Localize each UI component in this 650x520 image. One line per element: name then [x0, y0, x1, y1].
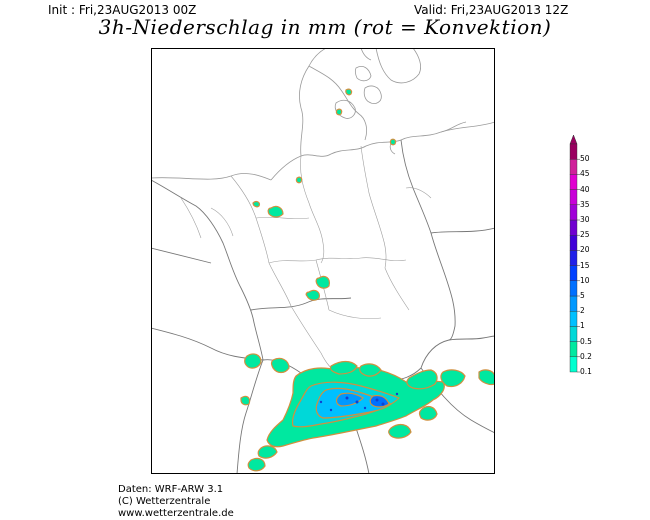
legend-tick-label: 25 [580, 230, 590, 240]
init-time: Init : Fri,23AUG2013 00Z [48, 3, 197, 17]
legend-color-swatch [570, 159, 577, 174]
legend-tick-label: 0.1 [580, 367, 592, 376]
legend-arrow-tip [570, 135, 577, 144]
legend-tick-label: 35 [580, 199, 590, 209]
legend-tick-label: 45 [580, 169, 590, 179]
legend-color-swatch [570, 250, 577, 265]
credits [118, 484, 234, 520]
legend-color-swatch [570, 311, 577, 326]
map-canvas [151, 48, 495, 474]
legend-tick-label: 0.2 [580, 351, 592, 361]
legend-color-swatch [570, 235, 577, 250]
precipitation-legend [560, 130, 620, 380]
legend-color-swatch [570, 281, 577, 296]
legend-color-swatch [570, 190, 577, 205]
legend-tick-label: 1 [580, 321, 585, 331]
valid-time: Valid: Fri,23AUG2013 12Z [414, 3, 569, 17]
state-borders [181, 146, 431, 374]
legend-tick-label: 10 [580, 275, 590, 285]
legend-color-swatch [570, 296, 577, 311]
credits-copyright: (C) Wetterzentrale [118, 496, 211, 507]
legend-color-swatch [570, 220, 577, 235]
legend-tick-label: 30 [580, 215, 590, 224]
legend-color-swatch [570, 266, 577, 281]
precipitation-areas [241, 89, 495, 471]
legend-color-swatch [570, 342, 577, 357]
legend-tick-label: 40 [580, 184, 590, 194]
legend-tick-label: 50 [580, 154, 590, 164]
credits-website: www.wetterzentrale.de [118, 508, 234, 519]
precipitation-map [151, 48, 495, 474]
coastlines [151, 48, 495, 180]
legend-tick-label: 5 [580, 291, 585, 300]
legend-color-swatch [570, 144, 577, 159]
legend-tick-label: 2 [580, 306, 585, 316]
legend-tick-label: 0.5 [580, 336, 592, 346]
legend-color-swatch [570, 205, 577, 220]
legend-color-swatch [570, 357, 577, 372]
legend-tick-label: 20 [580, 245, 590, 255]
legend-color-swatch [570, 326, 577, 341]
map-title: 3h-Niederschlag in mm (rot = Konvektion) [98, 15, 552, 39]
legend-color-swatch [570, 174, 577, 189]
credits-data-source: Daten: WRF-ARW 3.1 [118, 484, 224, 495]
legend-tick-label: 15 [580, 260, 590, 270]
